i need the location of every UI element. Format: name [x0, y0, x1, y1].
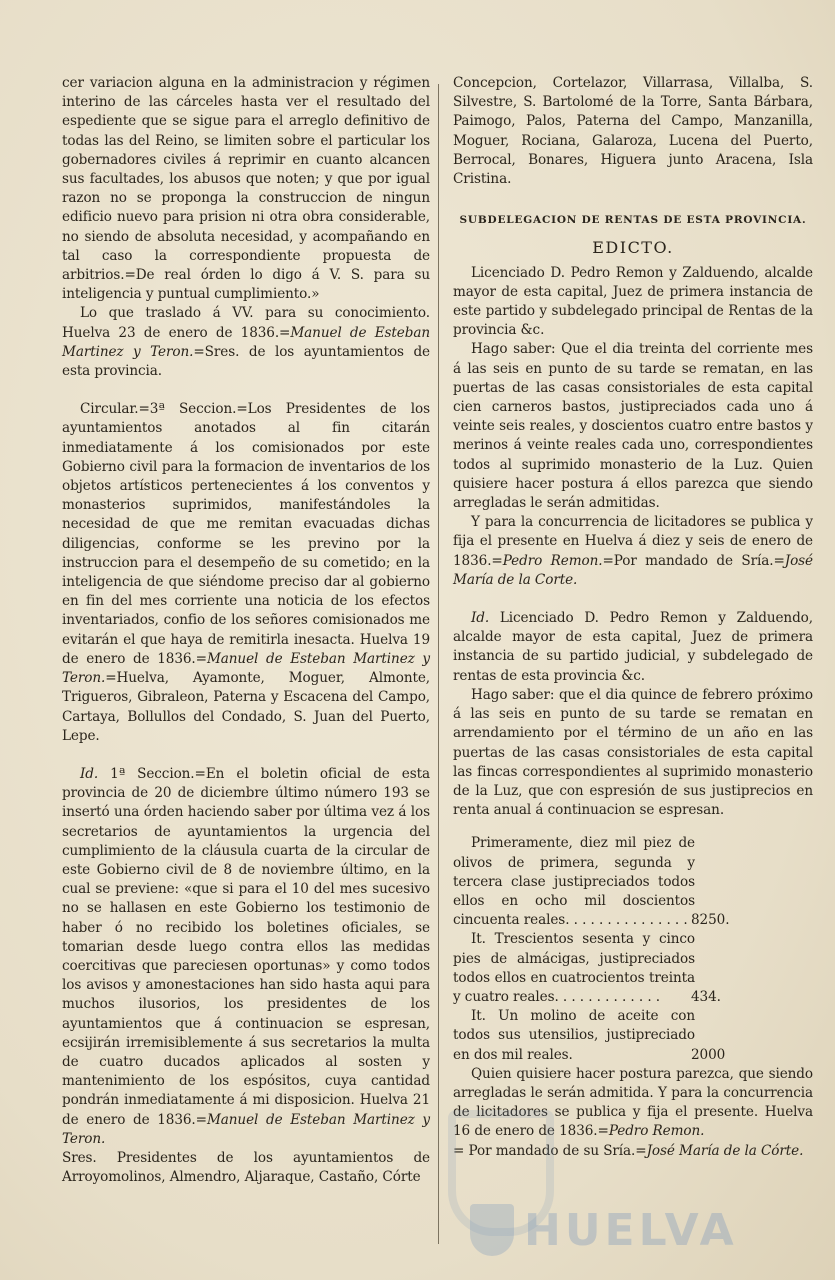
edict2-intro: Id. Licenciado D. Pedro Remon y Zalduendo, alcalde mayor de esta capital, Juez de primera instancia de su partido judicial, y subdelegado de rentas de esta provincia &c. [453, 610, 813, 684]
id-label: Id. [471, 610, 490, 627]
list-item: It. Trescientos sesenta y cinco pies de almácigas, justipreciados todos ellos en cuatrocientos treinta y cuatro reales. . . . . . . . . . . . . 434. [453, 930, 695, 1007]
list-item: Primeramente, diez mil piez de olivos de primera, segunda y tercera clase justipreciados todos ellos en ocho mil doscientos cincuenta reales. . . . . . . . . . . . . . . 8250. [453, 834, 695, 930]
shield-icon [470, 1204, 514, 1256]
signature: Pedro Remon. [608, 1123, 705, 1140]
signature: Pedro Remon. [502, 552, 603, 569]
list-item: It. Un molino de aceite con todos sus utensilios, justipreciado en dos mil reales. 2000 [453, 1007, 695, 1065]
item-amount: 2000 [691, 1046, 726, 1063]
watermark [470, 1200, 740, 1260]
item-amount: 8250. [691, 912, 730, 929]
paragraph-town-list: Concepcion, Cortelazor, Villarrasa, Villalba, S. Silvestre, S. Bartolomé de la Torre, Santa Bárbara, Paimogo, Palos, Paterna del Campo, Manzanilla, Moguer, Rociana, Galaroza, Lucena del Puerto, Berrocal, Bonares, Higuera junto Aracena, Isla Cristina. [453, 75, 813, 188]
signature: José María de la Córte. [646, 1142, 804, 1159]
signature: Manuel de Esteban Martinez y Teron. [62, 650, 430, 687]
edict-title: EDICTO. [592, 238, 674, 258]
edict2-body: Hago saber: que el dia quince de febrero próximo á las seis en punto de su tarde se rematan en arrendamiento por el término de un año en las puertas de las casas consistoriales de esta capital las fincas correspondientes al suprimido monasterio de la Luz, que con espresión de sus justiprecios en renta anual á continuacion se espresan. [453, 686, 813, 819]
right-column [453, 74, 813, 1161]
section-heading: SUBDELEGACION DE RENTAS DE ESTA PROVINCIA. [459, 214, 807, 227]
edict2-close: Quien quisiere hacer postura parezca, que siendo arregladas le serán admitida. Y para la concurrencia de licitadores se publica y fija el presente. Huelva 16 de enero de 1836.=Pedro Remon. = Por mandado de su Sría.=José María de la Córte. [453, 1065, 813, 1159]
left-column [62, 74, 430, 1187]
item-amount: 434. [691, 988, 721, 1005]
paragraph-traslado: Lo que traslado á VV. para su conocimiento. Huelva 23 de enero de 1836.=Manuel de Esteban Martinez y Teron.=Sres. de los ayuntamientos de esta provincia. [62, 305, 430, 380]
property-list [453, 834, 730, 1064]
signature: Manuel de Esteban Martinez y Teron. [62, 324, 430, 360]
edict1-intro: Licenciado D. Pedro Remon y Zalduendo, alcalde mayor de esta capital, Juez de primera instancia de este partido y subdelegado principal de Rentas de la provincia &c. [453, 264, 813, 339]
paragraph-circular-inventories: Circular.=3ª Seccion.=Los Presidentes de los ayuntamientos anotados al fin citarán inmediatamente á los comisionados por este Gobierno civil para la formacion de inventarios de los objetos artísticos pertenecientes á los conventos y monasterios suprimidos, manifestándoles la necesidad de que me remitan evacuadas dichas diligencias, conforme se les previno por la instruccion para el desempeño de su cometido; en la inteligencia de que siéndome preciso dar al gobierno en fin del mes corriente una noticia de los efectos inventariados, confio de los señores comisionados me evitarán el que haya de remitirla inesacta. Huelva 19 de enero de 1836.=Manuel de Esteban Martinez y Teron.=Huelva, Ayamonte, Moguer, Almonte, Trigueros, Gibraleon, Paterna y Escacena del Campo, Cartaya, Bollullos del Condado, S. Juan del Puerto, Lepe. [62, 401, 430, 744]
watermark-text: HUELVA [524, 1204, 738, 1256]
signature: Manuel de Esteban Martinez y Teron. [62, 1111, 430, 1147]
id-label: Id. [80, 765, 99, 782]
paragraph-boletines-fine: Id. 1ª Seccion.=En el boletin oficial de esta provincia de 20 de diciembre último número 193 se insertó una órden haciendo saber por última vez á los secretarios de ayuntamientos la urgencia del cumplimiento de la cláusula cuarta de la circular de este Gobierno civil de 8 de noviembre último, en la cual se previene: «que si para el 10 del mes sucesivo no se hallasen en este Gobierno los testimonio de haber ó no recibido los boletines oficiales, se tomarian desde luego contra ellos las medidas coercitivas que pareciesen oportunas» y como todos los avisos y amonestaciones han sido hasta aqui para muchos ilusorios, los presidentes de los ayuntamientos que á continuacion se espresan, ecsijirán irremisiblemente á sus secretarios la multa de cuatro ducados aplicados al sosten y mantenimiento de los espósitos, cuya cantidad pondrán inmediatamente á mi disposicion. Huelva 21 de enero de 1836.=Manuel de Esteban Martinez y Teron. Sres. Presidentes de los ayuntamientos de Arroyomolinos, Almendro, Aljaraque, Castaño, Córte [62, 765, 430, 1186]
paragraph-prison-order: cer variacion alguna en la administracion y régimen interino de las cárceles hasta ver el resultado del espediente que se sigue para el arreglo definitivo de todas las del Reino, se limiten sobre el particular los gobernadores civiles á reprimir en cuanto alcancen sus facultades, los abusos que noten; y que por igual razon no se proponga la construccion de ningun edificio nuevo para prision ni otra obra considerable, no siendo de absoluta necesidad, y acompañando en tal caso la correspondiente propuesta de arbitrios.=De real órden lo digo á V. S. para su inteligencia y puntual cumplimiento.» [62, 75, 430, 303]
column-divider [438, 84, 439, 1244]
edict1-body: Hago saber: Que el dia treinta del corriente mes á las seis en punto de su tarde se rematan, en las puertas de las casas consistoriales de esta capital cien carneros bastos, justipreciados cada uno á veinte seis reales, y doscientos cuatro entre bastos y merinos á veinte reales cada uno, correspondientes todos al suprimido monasterio de la Luz. Quien quisiere hacer postura á ellos parezca que siendo arregladas le serán admitidas. [453, 341, 813, 512]
edict1-close: Y para la concurrencia de licitadores se publica y fija el presente en Huelva á diez y seis de enero de 1836.=Pedro Remon.=Por mandado de Sría.=José María de la Corte. [453, 514, 813, 588]
signature: José María de la Corte. [453, 552, 813, 588]
